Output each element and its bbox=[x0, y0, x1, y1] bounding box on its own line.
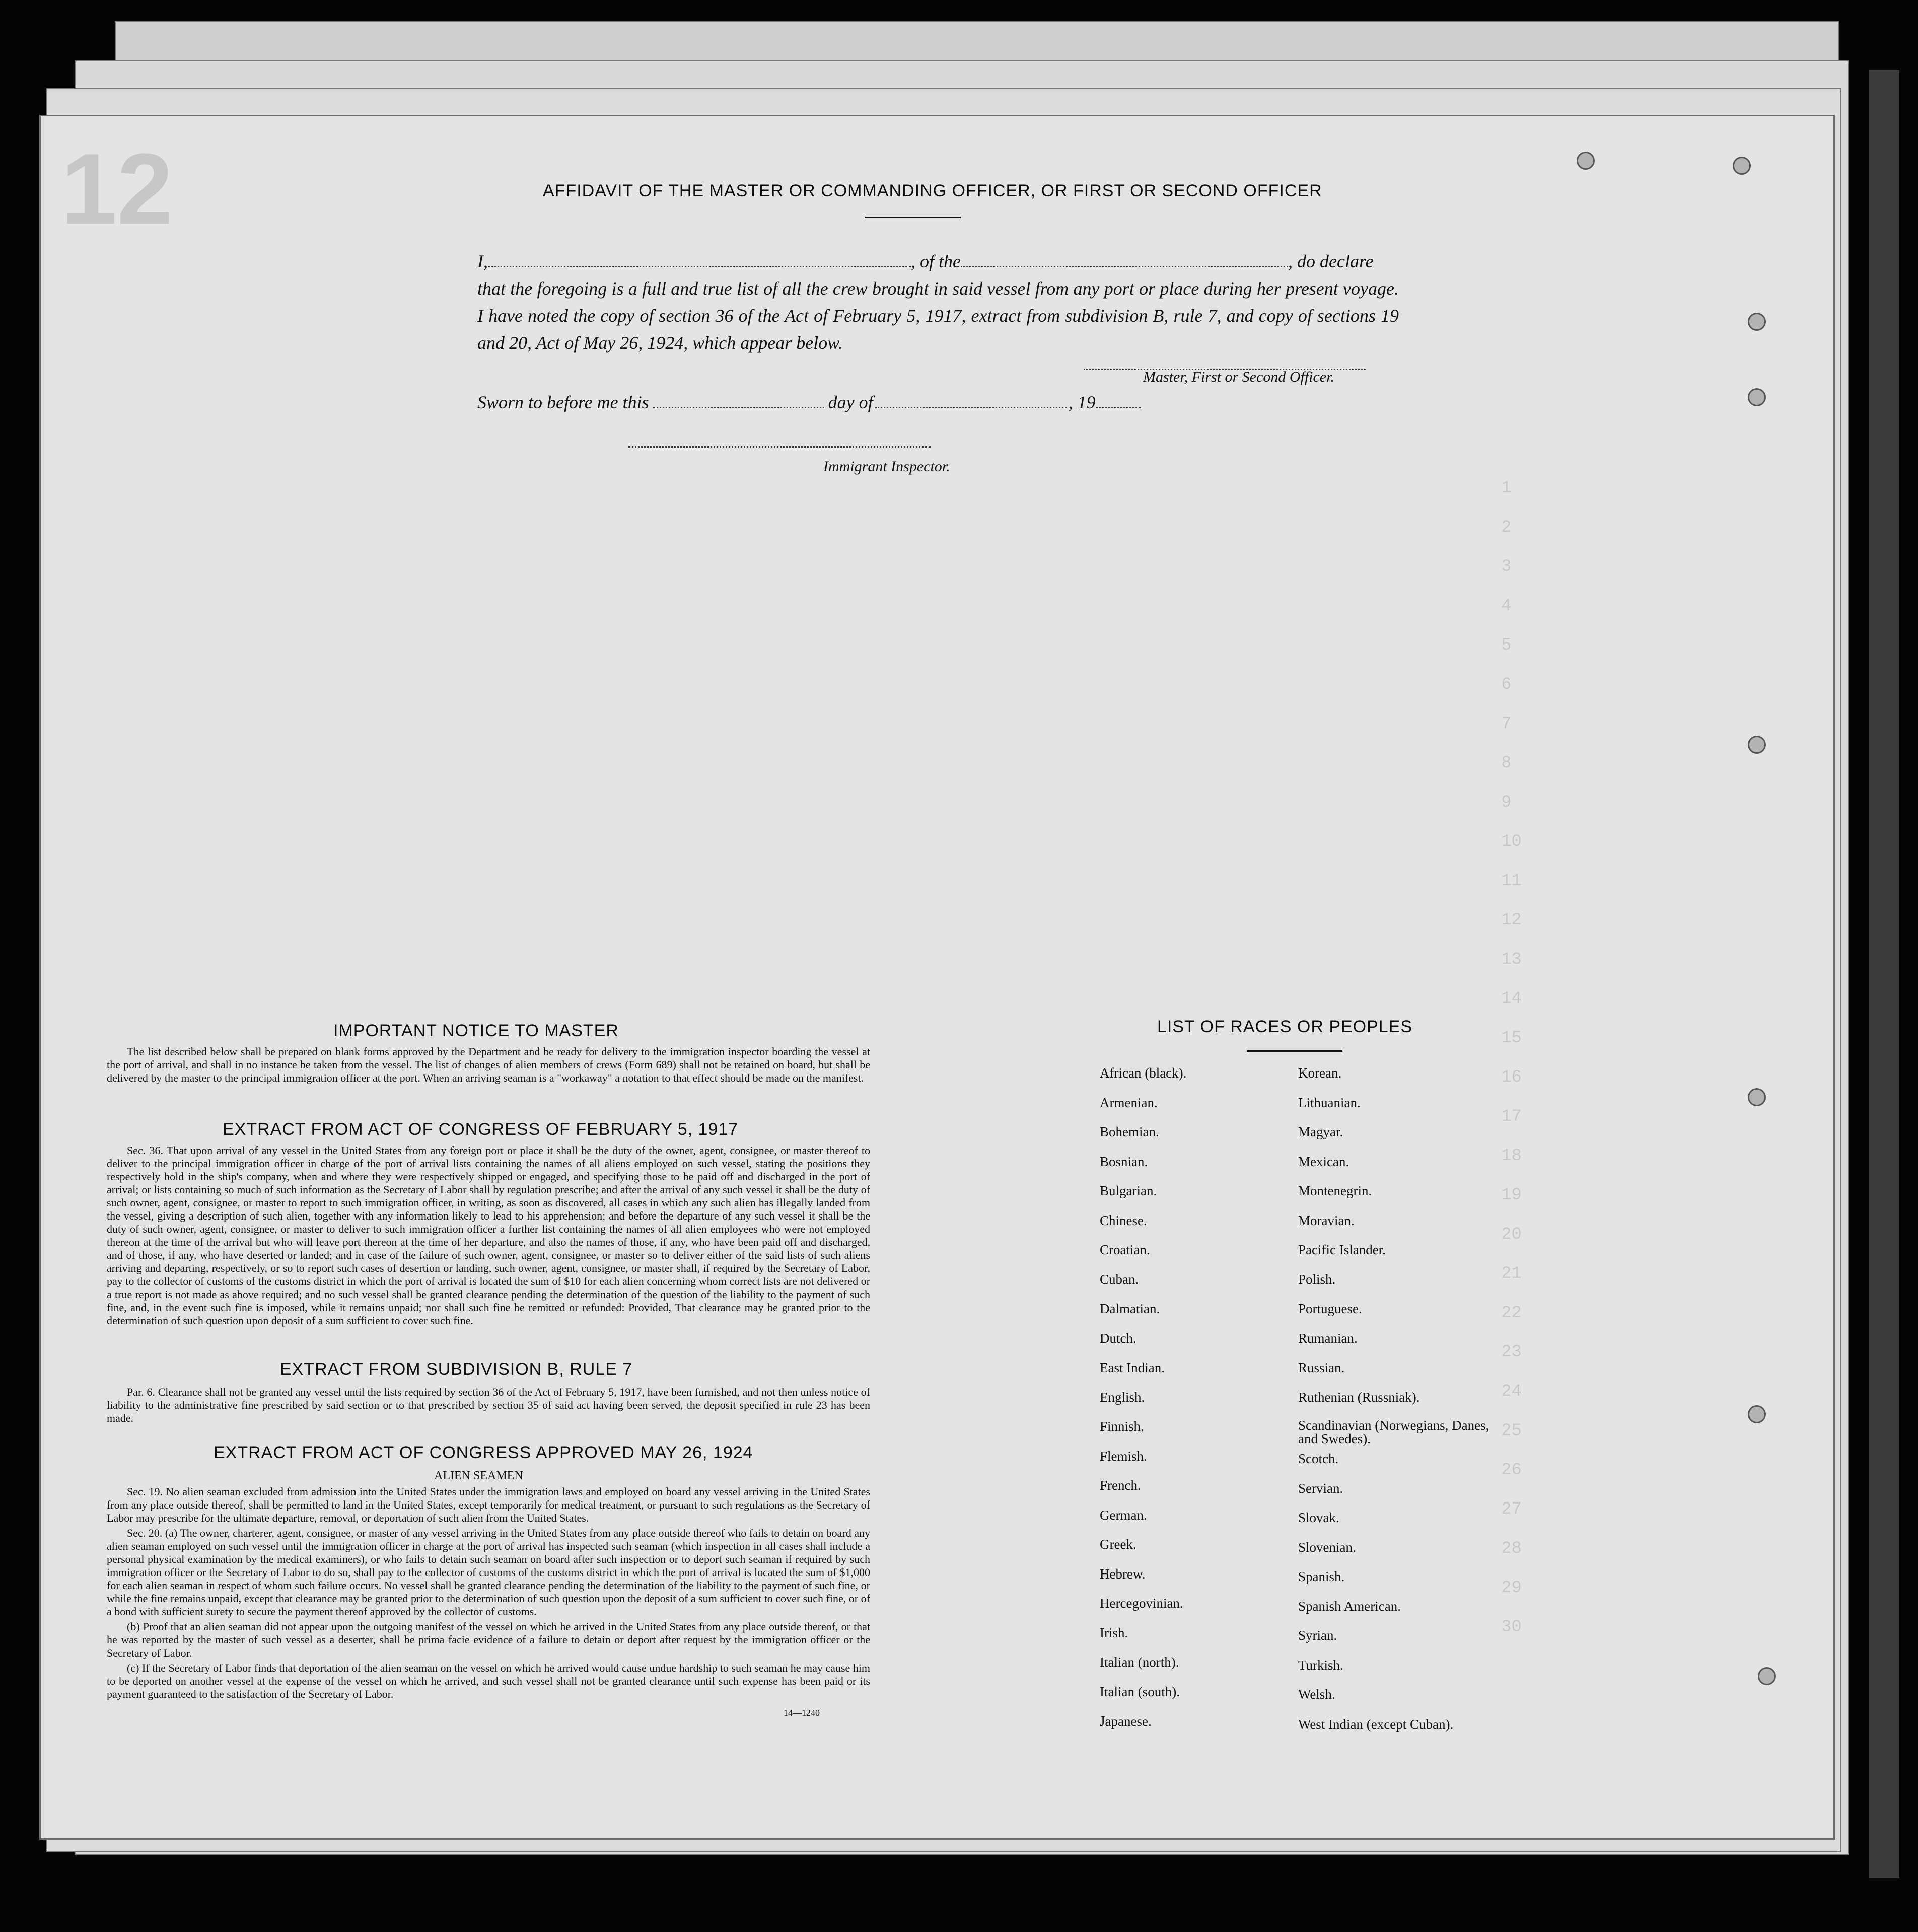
extract-1924-title: EXTRACT FROM ACT OF CONGRESS APPROVED MAY 26, 1924 bbox=[214, 1443, 753, 1462]
race-item: Montenegrin. bbox=[1298, 1183, 1372, 1198]
binder-hole bbox=[1748, 388, 1766, 406]
section-20c-paragraph: (c) If the Secretary of Labor finds that deportation of the alien seaman on the vessel on which he arrived would cause undue hardship to such seaman he may cause him to be deported on another vessel at the expense of the vessel on which he arrived, and such vessel shall not be granted clearance until such expense has been paid or its payment guaranteed to the satisfaction of the Secretary of Labor. bbox=[107, 1662, 870, 1700]
sworn-year-field[interactable] bbox=[1096, 407, 1141, 408]
master-signature-label: Master, First or Second Officer. bbox=[1143, 369, 1334, 385]
rule7-paragraph: Par. 6. Clearance shall not be granted any vessel until the lists required by section 36 of the Act of February 5, 1917, have been furnished, and not then unless notice of liability to the administrative fine prescribed by said section or to that prescribed by section 35 of said act having been served, the deposit specified in rule 23 has been made. bbox=[107, 1386, 870, 1424]
race-item: Italian (north). bbox=[1100, 1655, 1179, 1670]
declarant-name-field[interactable] bbox=[488, 266, 911, 267]
race-item: Spanish. bbox=[1298, 1569, 1345, 1584]
inspector-signature-line[interactable] bbox=[628, 444, 931, 448]
race-item: Rumanian. bbox=[1298, 1330, 1358, 1346]
sworn-day-field[interactable] bbox=[653, 407, 824, 408]
bleed-through-ghost-rows: 1 2 3 4 5 6 7 8 9 10 11 12 13 14 15 16 17 18 19 20 21 22 23 24 25 26 27 28 29 30 bbox=[1501, 479, 1522, 1637]
race-item: Irish. bbox=[1100, 1625, 1128, 1640]
section-36-paragraph: Sec. 36. That upon arrival of any vessel in the United States from any foreign port or place it shall be the duty of the owner, agent, consignee, or master thereof to deliver to the principal immigration officer in charge of the port of arrival lists containing the names of all aliens employed on such vessel, stating the positions they respectively hold in the ship's company, when and where they were respectively shipped or engaged, and specifying those to be paid off and discharged in the port of arrival; or lists containing so much of such information as the Secretary of Labor shall by regulation prescribe; and after the arrival of any such vessel it shall be the duty of such owner, agent, consignee, or master to report to such immigration officer, in writing, as soon as discovered, all cases in which any such alien has illegally landed from the vessel, giving a description of such alien, together with any information likely to lead to his apprehension; and before the departure of any such vessel it shall be the duty of such owner, agent, consignee, or master to deliver to such immigration officer a further list containing the names of all alien employees who were not employed thereon at the time of the arrival but who will leave port thereon at the time of her departure, and also the names of those, if any, who have been paid off and discharged, and of those, if any, who have deserted or landed; and in case of the failure of such owner, agent, consignee, or master so to deliver either of the said lists of such aliens arriving and departing, respectively, or so to report such cases of desertion or landing, such owner, agent, consignee, or master shall, if required by the Secretary of Labor, pay to the collector of customs of the customs district in which the port of arrival is located the sum of $10 for each alien concerning whom correct lists are not delivered or a true report is not made as above required; and no such vessel shall be granted clearance pending the determination of the question of the liability to the payment of such fine, and, in the event such fine is imposed, while it remains unpaid; nor shall such fine be remitted or refunded: Provided, That clearance may be granted prior to the determination of such question upon deposit of a sum sufficient to cover such fine. bbox=[107, 1144, 870, 1327]
race-item: German. bbox=[1100, 1507, 1147, 1523]
race-item: Bulgarian. bbox=[1100, 1183, 1157, 1198]
binder-hole bbox=[1748, 1088, 1766, 1106]
affidavit-block bbox=[477, 248, 1399, 356]
race-item: Polish. bbox=[1298, 1271, 1336, 1287]
alien-seamen-subtitle: ALIEN SEAMEN bbox=[434, 1469, 523, 1482]
section-20a-paragraph: Sec. 20. (a) The owner, charterer, agent, consignee, or master of any vessel arriving in the United States from any place outside thereof who fails to detain on board any alien seaman employed on such vessel until the immigration officer in charge at the port of arrival has inspected such seaman (which inspection in all cases shall include a personal physical examination by the medical examiners), or who fails to detain such seaman on board after such inspection or to deport such seaman if required by such immigration officer or the Secretary of Labor to do so, shall pay to the collector of customs of the customs district in which the port of arrival is located the sum of $1,000 for each alien seaman in respect of whom such failure occurs. No vessel shall be granted clearance pending the determination of the liability to the payment of such fine, or while the fine remains unpaid, except that clearance may be granted prior to the determination of such question upon the deposit of a sum sufficient to cover such fine, or of a bond with sufficient surety to secure the payment thereof approved by the collector of customs. bbox=[107, 1527, 870, 1618]
affidavit-title-rule bbox=[865, 217, 961, 218]
affidavit-do-declare: , do declare bbox=[1288, 251, 1374, 271]
race-item: Cuban. bbox=[1100, 1271, 1139, 1287]
affidavit-i: I, bbox=[477, 251, 488, 271]
race-item: Bohemian. bbox=[1100, 1124, 1159, 1139]
inspector-label: Immigrant Inspector. bbox=[823, 458, 950, 475]
race-item: Hebrew. bbox=[1100, 1566, 1146, 1582]
race-item: Syrian. bbox=[1298, 1628, 1337, 1643]
sworn-day-of: day of bbox=[828, 392, 873, 412]
races-column-2 bbox=[1298, 1065, 1489, 1746]
race-item: Servian. bbox=[1298, 1480, 1343, 1496]
race-item: Finnish. bbox=[1100, 1419, 1144, 1434]
notice-paragraph: The list described below shall be prepared on blank forms approved by the Department and be ready for delivery to the immigration inspector boarding the vessel at the port of arrival, and shall in no instance be taken from the vessel. The list of changes of alien members of crews (Form 689) shall not be retained on board, but shall be delivered by the master to the principal immigration officer at the port. When an arriving seaman is a "workaway" a notation to that effect should be made on the manifest. bbox=[107, 1045, 870, 1084]
race-item: Croatian. bbox=[1100, 1242, 1150, 1257]
race-item: Flemish. bbox=[1100, 1448, 1147, 1464]
page-number-bleed: 12 bbox=[61, 133, 173, 245]
race-item: Hercegovinian. bbox=[1100, 1596, 1183, 1611]
race-item: Greek. bbox=[1100, 1537, 1136, 1552]
races-column-1 bbox=[1100, 1065, 1186, 1743]
race-item: Bosnian. bbox=[1100, 1154, 1148, 1169]
binder-hole bbox=[1733, 157, 1751, 175]
extract-rule7-title: EXTRACT FROM SUBDIVISION B, RULE 7 bbox=[280, 1359, 633, 1379]
binder-hole bbox=[1577, 152, 1595, 170]
race-item: English. bbox=[1100, 1389, 1145, 1405]
race-item: Armenian. bbox=[1100, 1095, 1158, 1110]
races-title: LIST OF RACES OR PEOPLES bbox=[1157, 1017, 1413, 1036]
section-20b-paragraph: (b) Proof that an alien seaman did not appear upon the outgoing manifest of the vessel on which he arrived in the United States from any place outside thereof, or that he was reported by the master of such vessel as a deserter, shall be prima facie evidence of a failure to detain or deport after request by the immigration officer or the Secretary of Labor. bbox=[107, 1620, 870, 1659]
binder-hole bbox=[1748, 736, 1766, 754]
race-item: Scotch. bbox=[1298, 1451, 1339, 1466]
race-item: Italian (south). bbox=[1100, 1684, 1180, 1699]
vessel-name-field[interactable] bbox=[961, 266, 1288, 267]
sworn-line bbox=[477, 392, 1141, 413]
extract-1917-title: EXTRACT FROM ACT OF CONGRESS OF FEBRUARY 5, 1917 bbox=[223, 1120, 739, 1139]
race-item: West Indian (except Cuban). bbox=[1298, 1716, 1454, 1732]
race-item: Spanish American. bbox=[1298, 1598, 1401, 1614]
race-item: French. bbox=[1100, 1478, 1141, 1493]
races-title-rule bbox=[1247, 1050, 1342, 1052]
form-number: 14—1240 bbox=[784, 1708, 820, 1718]
race-item: Chinese. bbox=[1100, 1212, 1147, 1228]
binder-hole bbox=[1748, 313, 1766, 331]
race-item: African (black). bbox=[1100, 1065, 1187, 1081]
race-item: Scandinavian (Norwegians, Danes, and Swedes). bbox=[1298, 1418, 1489, 1446]
notice-title: IMPORTANT NOTICE TO MASTER bbox=[333, 1021, 619, 1040]
race-item: Slovak. bbox=[1298, 1510, 1339, 1525]
affidavit-declare-line bbox=[477, 248, 1399, 275]
race-item: Korean. bbox=[1298, 1065, 1342, 1081]
sworn-label: Sworn to before me this bbox=[477, 392, 649, 412]
race-item: Pacific Islander. bbox=[1298, 1242, 1386, 1257]
extract-rule7-text bbox=[107, 1386, 870, 1427]
extract-1924-text bbox=[107, 1485, 870, 1703]
affidavit-of-the: , of the bbox=[911, 251, 961, 271]
race-item: Portuguese. bbox=[1298, 1301, 1362, 1316]
section-19-paragraph: Sec. 19. No alien seaman excluded from admission into the United States under the immigration laws and employed on board any vessel arriving in the United States from any place outside thereof, shall be permitted to land in the United States, except temporarily for medical treatment, or pursuant to such regulations as the Secretary of Labor may prescribe for the ultimate departure, removal, or deportation of such alien from the United States. bbox=[107, 1485, 870, 1524]
binder-hole bbox=[1748, 1405, 1766, 1423]
extract-1917-text bbox=[107, 1144, 870, 1329]
binding-strip bbox=[1869, 70, 1899, 1878]
race-item: Slovenian. bbox=[1298, 1539, 1356, 1555]
affidavit-body: that the foregoing is a full and true list of all the crew brought in said vessel from any port or place during her present voyage. I have noted the copy of section 36 of the Act of February 5, 1917, extract from subdivision B, rule 7, and copy of sections 19 and 20, Act of May 26, 1924, which appear below. bbox=[477, 278, 1399, 353]
affidavit-title: AFFIDAVIT OF THE MASTER OR COMMANDING OFFICER, OR FIRST OR SECOND OFFICER bbox=[543, 181, 1322, 200]
race-item: Ruthenian (Russniak). bbox=[1298, 1389, 1420, 1405]
race-item: East Indian. bbox=[1100, 1360, 1165, 1375]
race-item: Russian. bbox=[1298, 1360, 1345, 1375]
race-item: Lithuanian. bbox=[1298, 1095, 1361, 1110]
race-item: Mexican. bbox=[1298, 1154, 1349, 1169]
sworn-month-field[interactable] bbox=[875, 407, 1067, 408]
race-item: Moravian. bbox=[1298, 1212, 1355, 1228]
binder-hole bbox=[1758, 1667, 1776, 1685]
race-item: Turkish. bbox=[1298, 1657, 1343, 1673]
sworn-year-prefix: , 19 bbox=[1068, 392, 1096, 412]
race-item: Welsh. bbox=[1298, 1687, 1335, 1702]
race-item: Dutch. bbox=[1100, 1330, 1136, 1346]
notice-text bbox=[107, 1045, 870, 1087]
race-item: Japanese. bbox=[1100, 1713, 1152, 1729]
race-item: Magyar. bbox=[1298, 1124, 1343, 1139]
race-item: Dalmatian. bbox=[1100, 1301, 1160, 1316]
